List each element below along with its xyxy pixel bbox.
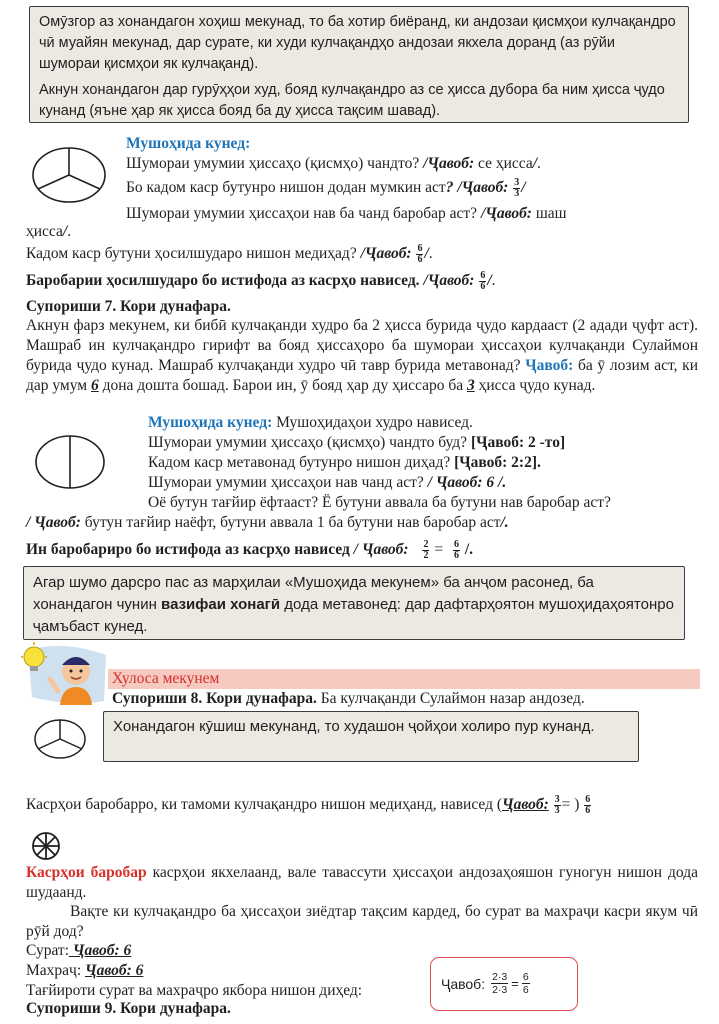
- observe-q2: Бо кадом каср бутунро нишон додан мумкин аст? /Ҷавоб: $\frac{3}{3}$ /: [126, 177, 526, 199]
- fraction-2x3-2x3: $\frac{2\cdot 3}{2\cdot 3}$: [492, 971, 508, 996]
- answer-box: Ҷавоб: $\frac{2\cdot 3}{2\cdot 3}$ = $\frac{6}{6}$: [430, 957, 578, 1011]
- answer-box-label: Ҷавоб:: [441, 975, 486, 992]
- observe-q1: Шумораи умумии ҳиссаҳо (қисмҳо) чандто? /Ҷавоб: се ҳисса/.: [126, 155, 541, 172]
- equal-fractions-question: Вақте ки кулчақандро ба ҳиссаҳои зиёдтар тақсим кардед, бо сурат ва махраҷи касри якум чӣ рӯй дод?: [26, 903, 698, 940]
- intro-paragraph-1: Омӯзгор аз хонандагон хоҳиш мекунад, то ба хотир биёранд, ки андозаи қисмҳои кулчақандро чӣ муайян мекунад, дар сурате, ки худи кулчақандҳо андозаи якхела доранд (аз рӯйи шумораи қисмҳои як кулчақанд).: [39, 14, 676, 72]
- fraction-6-6: $\frac{6}{6}$: [453, 539, 459, 561]
- intro-note-box: [29, 6, 689, 123]
- task7-observe-heading: Мушоҳида кунед: Мушоҳидаҳои худро нависед.: [148, 414, 473, 431]
- fraction-6-6: $\frac{6}{6}$: [585, 794, 591, 816]
- task7-q1: Шумораи умумии ҳиссаҳо (қисмҳо) чандто буд? [Ҷавоб: 2 -то]: [148, 434, 566, 451]
- student-idea-illustration: [20, 641, 110, 705]
- observe-q5: Баробарии ҳосилшударо бо истифода аз касрҳо нависед. /Ҷавоб: $\frac{6}{6}$ /.: [26, 270, 496, 292]
- fraction-6-6: $\frac{6}{6}$: [480, 270, 486, 292]
- summary-banner: [108, 669, 700, 689]
- change-line: Тағйироти сурат ва махраҷро якбора нишон диҳед:: [26, 982, 363, 999]
- summary-equation: Касрҳои баробарро, ки тамоми кулчақандро нишон медиҳанд, нависед (Ҷавоб: $\frac{3}{3}$ = ) $\frac{6}{6}$: [26, 794, 591, 816]
- denominator-line: Махраҷ: Ҷавоб: 6: [26, 962, 144, 979]
- observe-q3: Шумораи умумии ҳиссаҳои нав ба чанд баробар аст? /Ҷавоб: шаш: [126, 205, 567, 222]
- summary-note-text: Хонандагон кӯшиш мекунанд, то худашон ҷойҳои холиро пур кунанд.: [113, 718, 595, 735]
- task8-line: Супориши 8. Кори дунафара. Ба кулчақанди Сулаймон назар андозед.: [112, 690, 585, 707]
- task7-q2: Кадом каср метавонад бутунро нишон диҳад? [Ҷавоб: 2:2].: [148, 454, 541, 471]
- fraction-6-6: $\frac{6}{6}$: [522, 971, 529, 996]
- fraction-3-3: $\frac{3}{3}$: [554, 794, 560, 816]
- summary-note-box: [103, 711, 639, 762]
- homework-paragraph: Агар шумо дарсро пас аз марҳилаи «Мушоҳида мекунем» ба анҷом расонед, ба хонандагон чунин вазифаи хонагӣ дода метавонед: дар дафтарҳоятон мушоҳидаҳоятонро ҷамъбаст кунед.: [33, 574, 674, 635]
- homework-note-box: [23, 566, 685, 640]
- observe-heading: Мушоҳида кунед:: [126, 135, 251, 152]
- observe-q4: Кадом каср бутуни ҳосилшударо нишон медиҳад? /Ҷавоб: $\frac{6}{6}$ /.: [26, 243, 433, 265]
- equal-fractions-definition: Касрҳои баробар касрҳои якхелаанд, вале тавассути ҳиссаҳои андозаҳояшон гуногун нишон дода шудаанд.: [26, 864, 698, 901]
- task7-q3: Шумораи умумии ҳиссаҳои нав чанд аст? / Ҷавоб: 6 /.: [148, 474, 507, 491]
- task7-equation: Ин баробариро бо истифода аз касрҳо нависед / Ҷавоб: $\frac{2}{2}$ = $\frac{6}{6}$ /.: [26, 539, 474, 561]
- task7-q4: Оё бутун тағйир ёфтааст? Ё бутуни аввала ба бутуни нав баробар аст?: [148, 494, 611, 511]
- observe-q3-cont: ҳисса/.: [26, 223, 72, 240]
- task7-paragraph: Акнун фарз мекунем, ки бибӣ кулчақанди худро ба 2 ҳисса бурида ҷудо кардааст (2 адади ҷуфт аст). Машраб ин кулчақандро гирифт ва бояд ҳиссаҳоро ба шумораи ҳиссаҳои кулчақанди Сулаймон бурида ҷудо кунад. Машраб кулчақанди худро чӣ тавр бурида метавонад? Ҷавоб: ба ӯ лозим аст, ки дар умум 6 дона дошта бошад. Барои ин, ӯ бояд ҳар ду ҳиссаро ба 3 ҳисса ҷудо кунад.: [26, 317, 698, 394]
- pie-two-parts-icon: [33, 433, 107, 491]
- fraction-6-6: $\frac{6}{6}$: [417, 243, 423, 265]
- pie-three-parts-icon: [30, 145, 108, 205]
- task7-a4: / Ҷавоб: бутун тағйир наёфт, бутуни аввала 1 ба бутуни нав баробар аст/.: [26, 514, 509, 531]
- numerator-line: Сурат: Ҷавоб: 6: [26, 942, 132, 959]
- summary-banner-title: Хулоса мекунем: [112, 670, 220, 687]
- fraction-3-3: $\frac{3}{3}$: [514, 177, 520, 199]
- intro-paragraph-2: Акнун хонандагон дар гурӯҳҳои худ, бояд кулчақандро аз се ҳисса дубора ба ним ҳисса ҷудо кунанд (яъне ҳар як ҳисса бояд ба ду ҳисса тақсим шавад).: [39, 82, 665, 119]
- pie-eight-parts-icon: [30, 830, 62, 862]
- task9-title: Супориши 9. Кори дунафара.: [26, 1000, 231, 1017]
- task7-title: Супориши 7. Кори дунафара.: [26, 298, 231, 315]
- pie-three-parts-small-icon: [32, 718, 88, 760]
- fraction-2-2: $\frac{2}{2}$: [423, 539, 429, 561]
